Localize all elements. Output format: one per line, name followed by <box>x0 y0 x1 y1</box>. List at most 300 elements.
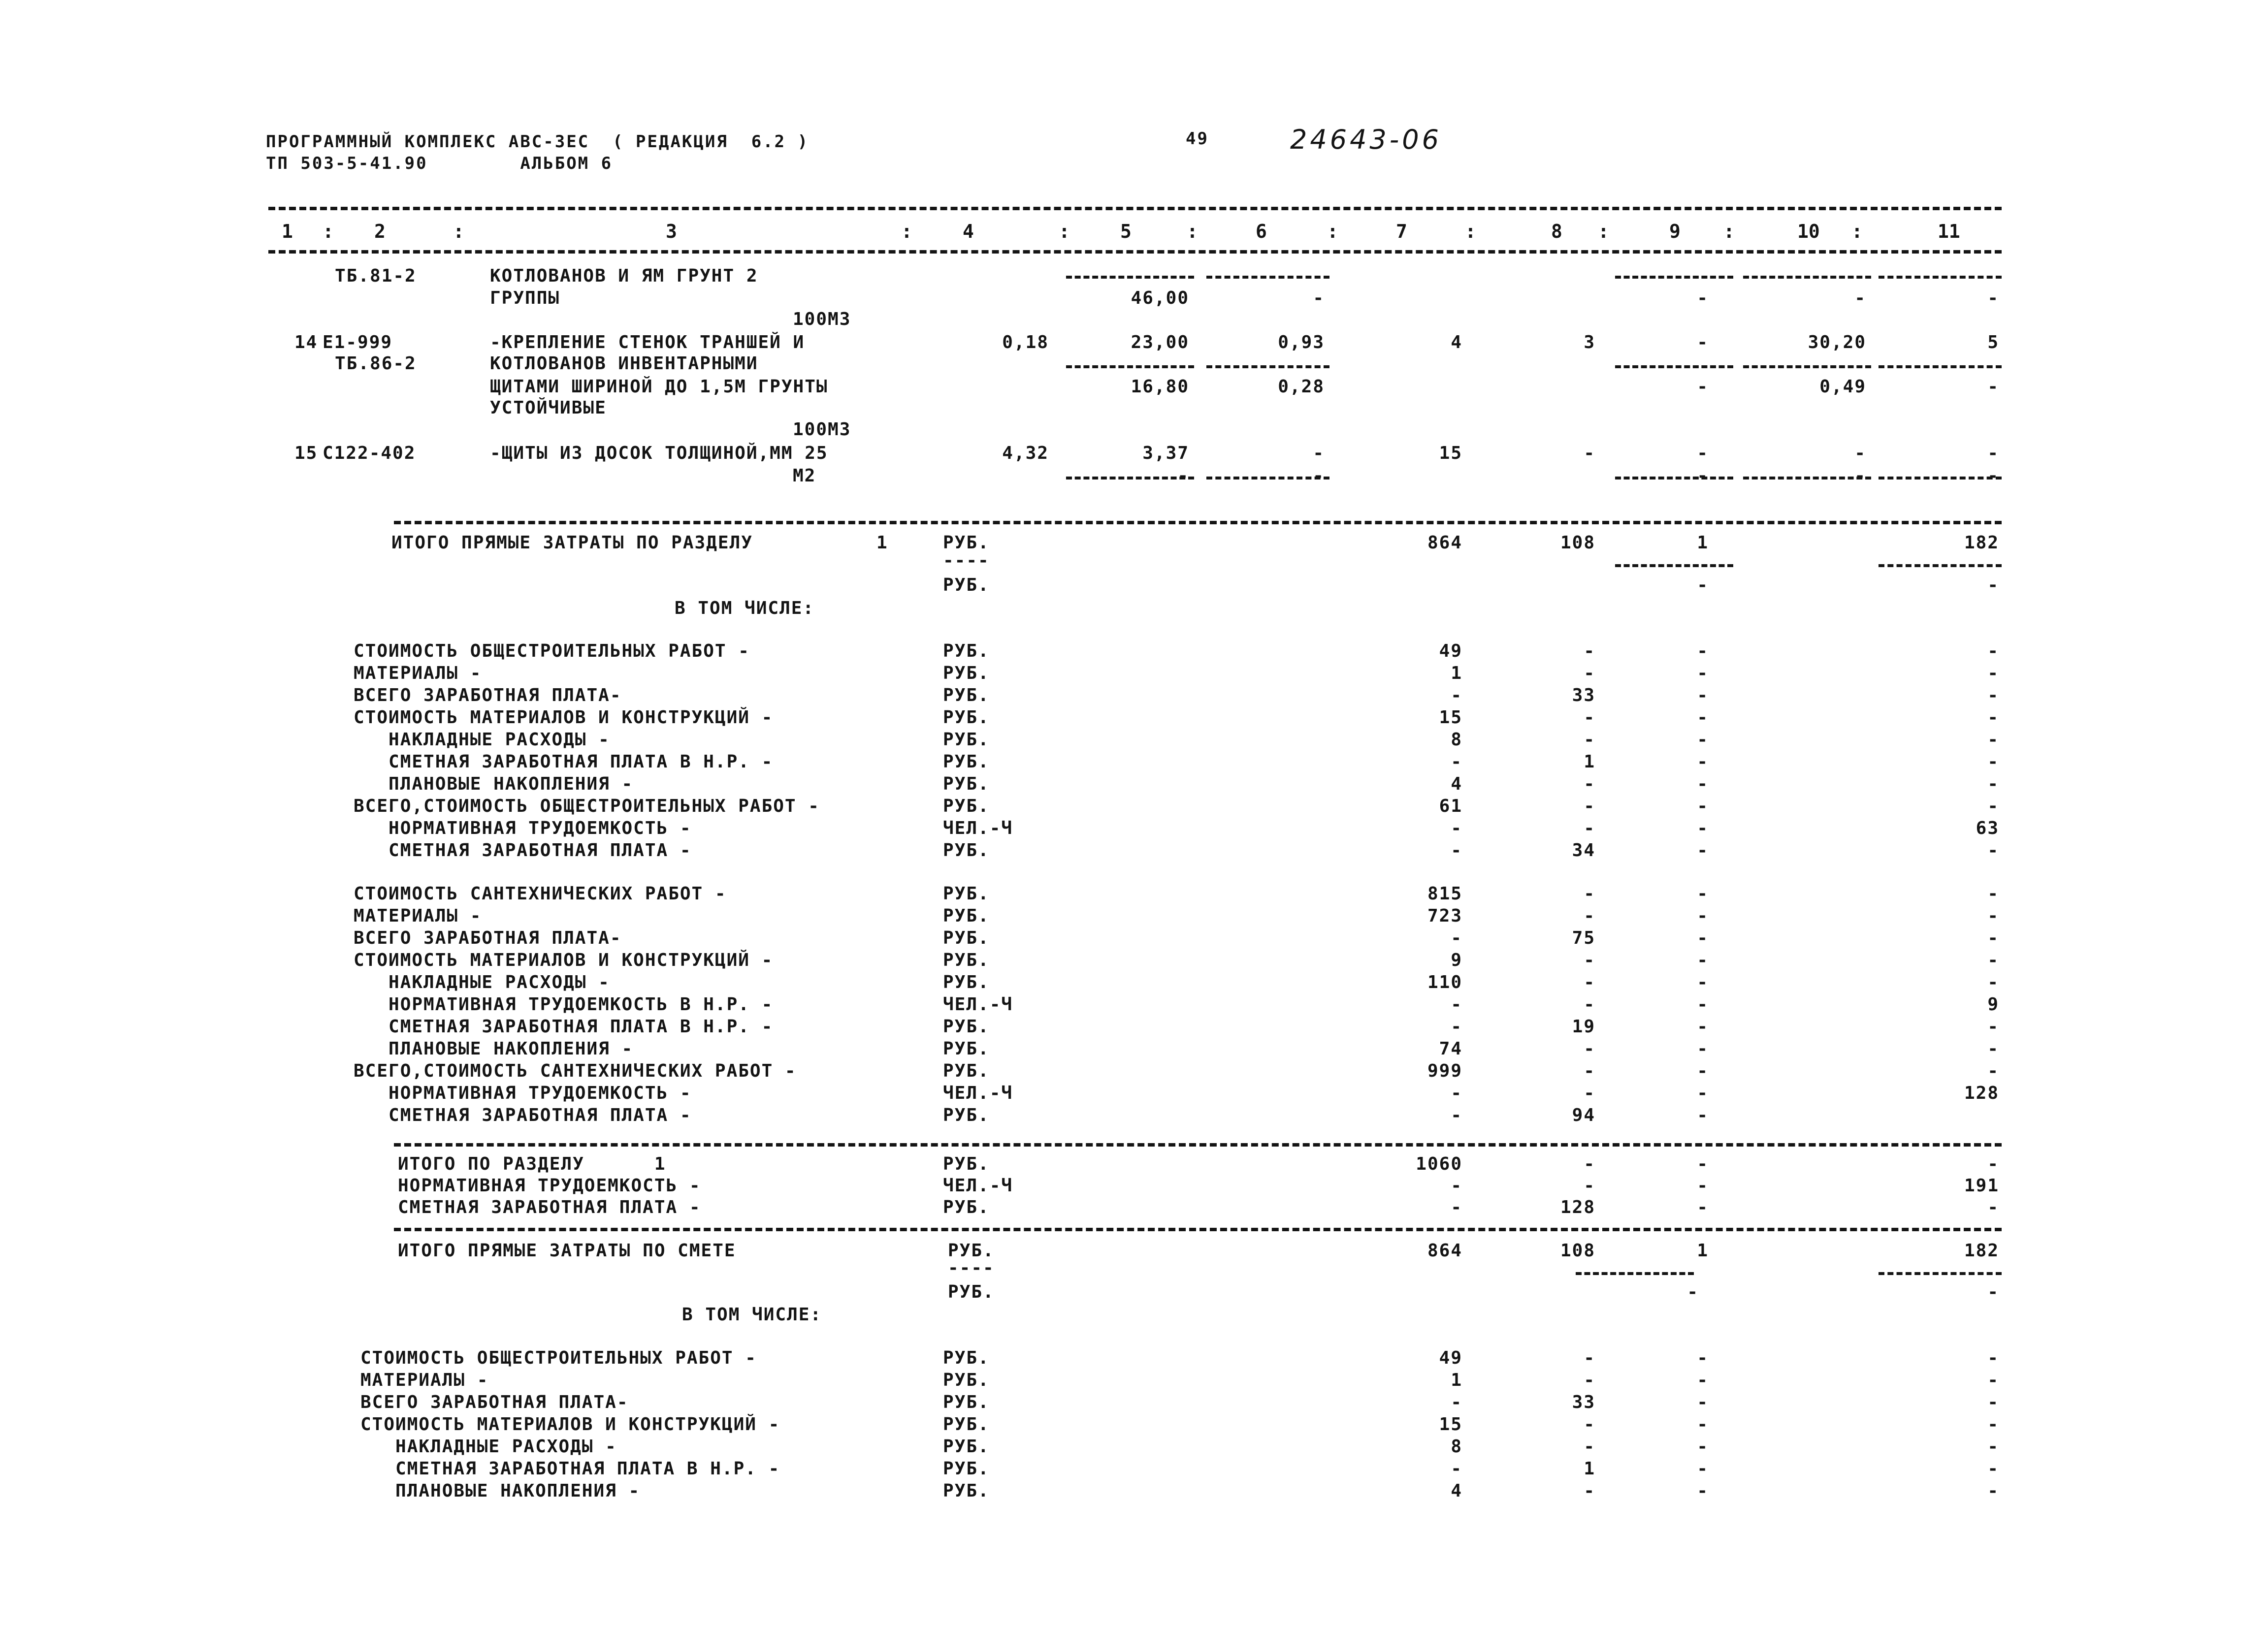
column-number: 8 <box>1551 221 1562 242</box>
summary-c9: - <box>1697 928 1709 948</box>
summary-c7: 8 <box>1451 730 1462 750</box>
summary-c7: 723 <box>1427 906 1462 926</box>
cell-c6: - <box>1313 288 1325 308</box>
summary-c11: 191 <box>1964 1176 1999 1196</box>
cell-underline <box>1066 477 1194 479</box>
summary-c7: - <box>1451 685 1462 705</box>
summary-c7: 999 <box>1427 1061 1462 1081</box>
summary-c8: - <box>1584 641 1595 661</box>
summary-label: СТОИМОСТЬ ОБЩЕСТРОИТЕЛЬНЫХ РАБОТ - <box>360 1348 757 1368</box>
section-rule <box>394 521 2002 524</box>
summary-label: МАТЕРИАЛЫ - <box>360 1370 489 1390</box>
summary-unit: РУБ. <box>943 1437 990 1457</box>
column-number: 3 <box>666 221 677 242</box>
summary-c7: 4 <box>1451 1481 1462 1501</box>
column-separator: : <box>1465 221 1476 242</box>
summary-c8: 33 <box>1572 685 1595 705</box>
summary-c11: - <box>1987 1370 1999 1390</box>
summary-c11: - <box>1987 950 1999 970</box>
summary-c8: - <box>1584 884 1595 904</box>
estimate-total-unit2: РУБ. <box>948 1282 995 1302</box>
summary-c8: - <box>1584 818 1595 838</box>
summary-unit: РУБ. <box>943 1370 990 1390</box>
cell-c5: - <box>1177 466 1189 486</box>
cell-c9: - <box>1697 466 1709 486</box>
item-number: 15 <box>294 443 318 463</box>
summary-c7: 4 <box>1451 774 1462 794</box>
summary-c8: - <box>1584 1370 1595 1390</box>
item-description: КОТЛОВАНОВ ИНВЕНТАРНЫМИ <box>490 353 758 374</box>
estimate-total-r2-c9: - <box>1687 1282 1699 1302</box>
summary-c11: 63 <box>1976 818 1999 838</box>
summary-label: НОРМАТИВНАЯ ТРУДОЕМКОСТЬ - <box>354 1083 692 1103</box>
item-unit: 100М3 <box>793 419 851 440</box>
summary-c8: - <box>1584 796 1595 816</box>
summary-c11: - <box>1987 1348 1999 1368</box>
summary-c9: - <box>1697 1348 1709 1368</box>
summary-unit: РУБ. <box>943 1481 990 1501</box>
summary-c8: - <box>1584 1348 1595 1368</box>
summary-c8: 34 <box>1572 840 1595 861</box>
summary-c9: - <box>1697 1459 1709 1479</box>
cell-c11: - <box>1987 377 1999 397</box>
summary-c9: - <box>1697 1414 1709 1435</box>
cell-underline <box>1066 365 1194 368</box>
summary-c7: - <box>1451 752 1462 772</box>
cell-c10: - <box>1854 443 1866 463</box>
summary-label: НАКЛАДНЫЕ РАСХОДЫ - <box>354 972 610 992</box>
summary-unit: РУБ. <box>943 685 990 705</box>
cell-underline <box>1879 564 2002 567</box>
column-separator: : <box>1059 221 1070 242</box>
summary-c11: - <box>1987 752 1999 772</box>
summary-label: ПЛАНОВЫЕ НАКОПЛЕНИЯ - <box>354 1039 634 1059</box>
summary-c11: - <box>1987 774 1999 794</box>
cell-underline <box>1615 365 1733 368</box>
summary-c8: - <box>1584 1437 1595 1457</box>
cell-c5: 46,00 <box>1131 288 1189 308</box>
summary-c7: 110 <box>1427 972 1462 992</box>
summary-c11: - <box>1987 1437 1999 1457</box>
cell-underline <box>1879 1272 2002 1275</box>
summary-c11: 128 <box>1964 1083 1999 1103</box>
summary-c7: 15 <box>1439 1414 1462 1435</box>
summary-c7: - <box>1451 928 1462 948</box>
summary-c9: - <box>1697 994 1709 1015</box>
summary-c8: 33 <box>1572 1392 1595 1412</box>
summary-c8: - <box>1584 1176 1595 1196</box>
summary-unit: РУБ. <box>943 1017 990 1037</box>
column-number: 4 <box>963 221 974 242</box>
summary-c9: - <box>1697 1039 1709 1059</box>
column-number: 6 <box>1256 221 1267 242</box>
summary-c8: - <box>1584 1414 1595 1435</box>
cell-c6: - <box>1313 466 1325 486</box>
summary-c7: 74 <box>1439 1039 1462 1059</box>
column-separator: : <box>453 221 464 242</box>
summary-c11: - <box>1987 972 1999 992</box>
estimate-total-label: ИТОГО ПРЯМЫЕ ЗАТРАТЫ ПО СМЕТЕ <box>398 1241 736 1261</box>
cell-c11: - <box>1987 443 1999 463</box>
summary-unit: РУБ. <box>943 663 990 683</box>
estimate-total-c11: 182 <box>1964 1241 1999 1261</box>
item-description: -КРЕПЛЕНИЕ СТЕНОК ТРАНШЕЙ И <box>490 332 805 352</box>
summary-unit: РУБ. <box>943 796 990 816</box>
summary-c9: - <box>1697 972 1709 992</box>
item-description: УСТОЙЧИВЫЕ <box>490 398 607 418</box>
cell-c6: 0,28 <box>1278 377 1325 397</box>
section-total-c7: 864 <box>1427 533 1462 553</box>
summary-c7: 9 <box>1451 950 1462 970</box>
column-number: 7 <box>1396 221 1407 242</box>
column-separator: : <box>1723 221 1735 242</box>
summary-c9: - <box>1697 1392 1709 1412</box>
summary-c11: - <box>1987 884 1999 904</box>
section-total-r2-c9: - <box>1697 575 1709 595</box>
summary-c8: - <box>1584 950 1595 970</box>
summary-c11: - <box>1987 685 1999 705</box>
summary-c8: - <box>1584 1039 1595 1059</box>
summary-c9: - <box>1697 818 1709 838</box>
summary-c9: - <box>1697 663 1709 683</box>
column-number: 10 <box>1797 221 1820 242</box>
summary-c11: 9 <box>1987 994 1999 1015</box>
section-total-r2-c11: - <box>1987 575 1999 595</box>
column-number: 2 <box>374 221 386 242</box>
summary-label: СТОИМОСТЬ ОБЩЕСТРОИТЕЛЬНЫХ РАБОТ - <box>354 641 750 661</box>
summary-c11: - <box>1987 663 1999 683</box>
cell-c4: 4,32 <box>1002 443 1049 463</box>
summary-unit: РУБ. <box>943 1154 990 1174</box>
summary-c9: - <box>1697 950 1709 970</box>
summary-unit: РУБ. <box>943 1061 990 1081</box>
summary-c9: - <box>1697 1481 1709 1501</box>
summary-c11: - <box>1987 1154 1999 1174</box>
summary-c11: - <box>1987 928 1999 948</box>
summary-label: ВСЕГО ЗАРАБОТНАЯ ПЛАТА- <box>354 685 622 705</box>
column-number: 5 <box>1120 221 1132 242</box>
summary-c8: 19 <box>1572 1017 1595 1037</box>
summary-c8: - <box>1584 774 1595 794</box>
column-separator: : <box>901 221 912 242</box>
cell-c10: 30,20 <box>1808 332 1866 352</box>
section-total-c9: 1 <box>1697 533 1709 553</box>
summary-label: НОРМАТИВНАЯ ТРУДОЕМКОСТЬ - <box>398 1176 701 1196</box>
summary-unit: ЧЕЛ.-Ч <box>943 994 1013 1015</box>
summary-c9: - <box>1697 1017 1709 1037</box>
section-total-dash: ---- <box>943 550 990 571</box>
summary-unit: РУБ. <box>943 840 990 861</box>
summary-c8: - <box>1584 1083 1595 1103</box>
summary-c11: - <box>1987 707 1999 728</box>
summary-c7: 61 <box>1439 796 1462 816</box>
estimate-total-dash: ---- <box>948 1258 995 1278</box>
summary-c11: - <box>1987 1017 1999 1037</box>
cell-c5: 3,37 <box>1142 443 1189 463</box>
summary-unit: РУБ. <box>943 1392 990 1412</box>
including-heading: В ТОМ ЧИСЛЕ: <box>675 598 815 618</box>
summary-c7: - <box>1451 818 1462 838</box>
item-description: КОТЛОВАНОВ И ЯМ ГРУНТ 2 <box>490 266 758 286</box>
cell-c10: 0,49 <box>1819 377 1866 397</box>
summary-unit: ЧЕЛ.-Ч <box>943 1083 1013 1103</box>
cell-underline <box>1066 276 1194 279</box>
summary-unit: РУБ. <box>943 928 990 948</box>
summary-c8: - <box>1584 906 1595 926</box>
summary-c9: - <box>1697 1105 1709 1125</box>
summary-c7: 15 <box>1439 707 1462 728</box>
summary-c8: 94 <box>1572 1105 1595 1125</box>
summary-unit: РУБ. <box>943 1348 990 1368</box>
summary-label: СМЕТНАЯ ЗАРАБОТНАЯ ПЛАТА - <box>354 1105 692 1125</box>
summary-c8: - <box>1584 1154 1595 1174</box>
including-heading: В ТОМ ЧИСЛЕ: <box>682 1305 822 1325</box>
cell-underline <box>1615 564 1733 567</box>
summary-unit: РУБ. <box>943 730 990 750</box>
summary-c9: - <box>1697 774 1709 794</box>
summary-label: МАТЕРИАЛЫ - <box>354 663 482 683</box>
summary-c11: - <box>1987 730 1999 750</box>
summary-c7: - <box>1451 840 1462 861</box>
summary-c9: - <box>1697 752 1709 772</box>
summary-label: ИТОГО ПО РАЗДЕЛУ 1 <box>398 1154 666 1174</box>
column-separator: : <box>1327 221 1338 242</box>
item-description: -ЩИТЫ ИЗ ДОСОК ТОЛЩИНОЙ,ММ 25 <box>490 443 828 463</box>
summary-unit: РУБ. <box>943 752 990 772</box>
summary-c7: 8 <box>1451 1437 1462 1457</box>
summary-unit: РУБ. <box>943 950 990 970</box>
cell-underline <box>1206 477 1329 479</box>
summary-c7: - <box>1451 1392 1462 1412</box>
estimate-total-c9: 1 <box>1697 1241 1709 1261</box>
cell-c11: 5 <box>1987 332 1999 352</box>
page-number: 49 <box>1186 129 1209 149</box>
summary-c9: - <box>1697 1061 1709 1081</box>
summary-c8: 1 <box>1584 752 1595 772</box>
handwritten-doc-code: 24643-06 <box>1290 124 1442 155</box>
cell-c9: - <box>1697 288 1709 308</box>
estimate-total-c8: 108 <box>1560 1241 1595 1261</box>
summary-unit: РУБ. <box>943 1459 990 1479</box>
summary-c8: - <box>1584 972 1595 992</box>
summary-c7: - <box>1451 1017 1462 1037</box>
summary-c11: - <box>1987 906 1999 926</box>
summary-c9: - <box>1697 1370 1709 1390</box>
summary-label: НОРМАТИВНАЯ ТРУДОЕМКОСТЬ - <box>354 818 692 838</box>
summary-label: НАКЛАДНЫЕ РАСХОДЫ - <box>360 1437 617 1457</box>
column-separator: : <box>1598 221 1609 242</box>
summary-c9: - <box>1697 730 1709 750</box>
summary-c9: - <box>1697 884 1709 904</box>
summary-label: СМЕТНАЯ ЗАРАБОТНАЯ ПЛАТА - <box>354 840 692 861</box>
cell-c9: - <box>1697 443 1709 463</box>
summary-label: СТОИМОСТЬ МАТЕРИАЛОВ И КОНСТРУКЦИЙ - <box>354 707 774 728</box>
column-number: 11 <box>1938 221 1960 242</box>
summary-c11: - <box>1987 1481 1999 1501</box>
summary-c11: - <box>1987 1039 1999 1059</box>
section-total-label: ИТОГО ПРЯМЫЕ ЗАТРАТЫ ПО РАЗДЕЛУ <box>391 533 753 553</box>
summary-c7: 1 <box>1451 1370 1462 1390</box>
summary-label: СТОИМОСТЬ МАТЕРИАЛОВ И КОНСТРУКЦИЙ - <box>360 1414 780 1435</box>
summary-c7: - <box>1451 1459 1462 1479</box>
cell-underline <box>1743 276 1871 279</box>
estimate-total-unit: РУБ. <box>948 1241 995 1261</box>
summary-c7: - <box>1451 1083 1462 1103</box>
summary-c7: 815 <box>1427 884 1462 904</box>
table-top-rule <box>268 207 2002 210</box>
summary-label: ВСЕГО,СТОИМОСТЬ ОБЩЕСТРОИТЕЛЬНЫХ РАБОТ - <box>354 796 820 816</box>
column-separator: : <box>1187 221 1198 242</box>
item-code: Е1-999 <box>323 332 393 352</box>
summary-unit: РУБ. <box>943 1197 990 1217</box>
summary-c11: - <box>1987 1414 1999 1435</box>
item-code-secondary: ТБ.86-2 <box>335 353 417 374</box>
section-total-c8: 108 <box>1560 533 1595 553</box>
summary-c8: - <box>1584 663 1595 683</box>
summary-c9: - <box>1697 1176 1709 1196</box>
summary-c7: - <box>1451 994 1462 1015</box>
summary-label: ВСЕГО ЗАРАБОТНАЯ ПЛАТА- <box>354 928 622 948</box>
cell-c5: 16,80 <box>1131 377 1189 397</box>
summary-unit: РУБ. <box>943 1105 990 1125</box>
summary-c9: - <box>1697 906 1709 926</box>
summary-unit: РУБ. <box>943 1414 990 1435</box>
cell-underline <box>1879 276 2002 279</box>
cell-c6: 0,93 <box>1278 332 1325 352</box>
summary-c7: - <box>1451 1176 1462 1196</box>
summary-c9: - <box>1697 796 1709 816</box>
summary-label: ВСЕГО ЗАРАБОТНАЯ ПЛАТА- <box>360 1392 629 1412</box>
summary-label: МАТЕРИАЛЫ - <box>354 906 482 926</box>
summary-c11: - <box>1987 840 1999 861</box>
summary-label: ПЛАНОВЫЕ НАКОПЛЕНИЯ - <box>360 1481 641 1501</box>
section-total-unit: РУБ. <box>943 533 990 553</box>
summary-c7: - <box>1451 1197 1462 1217</box>
cell-underline <box>1615 477 1733 479</box>
cell-c5: 23,00 <box>1131 332 1189 352</box>
summary-c8: 1 <box>1584 1459 1595 1479</box>
summary-unit: ЧЕЛ.-Ч <box>943 1176 1013 1196</box>
summary-unit: РУБ. <box>943 641 990 661</box>
summary-c11: - <box>1987 1061 1999 1081</box>
cell-c9: - <box>1697 377 1709 397</box>
summary-c8: - <box>1584 707 1595 728</box>
album-header: ТП 503-5-41.90 АЛЬБОМ 6 <box>266 154 613 173</box>
summary-c9: - <box>1697 707 1709 728</box>
estimate-total-r2-c11: - <box>1987 1282 1999 1302</box>
item-unit: 100М3 <box>793 309 851 329</box>
summary-unit: РУБ. <box>943 884 990 904</box>
cell-c6: - <box>1313 443 1325 463</box>
cell-underline <box>1576 1272 1694 1275</box>
cell-underline <box>1743 365 1871 368</box>
summary-c9: - <box>1697 1083 1709 1103</box>
summary-c11: - <box>1987 1392 1999 1412</box>
summary-unit: РУБ. <box>943 707 990 728</box>
summary-c9: - <box>1697 1154 1709 1174</box>
item-code: С122-402 <box>323 443 416 463</box>
summary-label: СМЕТНАЯ ЗАРАБОТНАЯ ПЛАТА - <box>398 1197 701 1217</box>
summary-unit: РУБ. <box>943 1039 990 1059</box>
summary-c8: 75 <box>1572 928 1595 948</box>
summary-c9: - <box>1697 1197 1709 1217</box>
summary-label: ВСЕГО,СТОИМОСТЬ САНТЕХНИЧЕСКИХ РАБОТ - <box>354 1061 797 1081</box>
cell-c10: - <box>1854 466 1866 486</box>
summary-c7: 49 <box>1439 641 1462 661</box>
summary-c8: 128 <box>1560 1197 1595 1217</box>
summary-c8: - <box>1584 1481 1595 1501</box>
summary-unit: РУБ. <box>943 774 990 794</box>
summary-c9: - <box>1697 1437 1709 1457</box>
summary-unit: РУБ. <box>943 972 990 992</box>
summary-label: СМЕТНАЯ ЗАРАБОТНАЯ ПЛАТА В Н.Р. - <box>354 752 774 772</box>
summary-c8: - <box>1584 1061 1595 1081</box>
column-separator: : <box>323 221 334 242</box>
item-number: 14 <box>294 332 318 352</box>
cell-c10: - <box>1854 288 1866 308</box>
estimate-total-c7: 864 <box>1427 1241 1462 1261</box>
cell-c8: - <box>1584 443 1595 463</box>
cell-underline <box>1879 365 2002 368</box>
cell-underline <box>1879 477 2002 479</box>
cell-underline <box>1615 276 1733 279</box>
column-number: 1 <box>282 221 293 242</box>
item-code-secondary: ТБ.81-2 <box>335 266 417 286</box>
summary-label: НОРМАТИВНАЯ ТРУДОЕМКОСТЬ В Н.Р. - <box>354 994 774 1015</box>
summary-c11: - <box>1987 796 1999 816</box>
cell-c7: 4 <box>1451 332 1462 352</box>
cell-c7: 15 <box>1439 443 1462 463</box>
column-separator: : <box>1851 221 1863 242</box>
section-rule <box>394 1228 2002 1231</box>
summary-c9: - <box>1697 685 1709 705</box>
summary-c11: - <box>1987 1459 1999 1479</box>
cell-underline <box>1206 365 1329 368</box>
summary-label: СМЕТНАЯ ЗАРАБОТНАЯ ПЛАТА В Н.Р. - <box>360 1459 780 1479</box>
summary-label: СТОИМОСТЬ САНТЕХНИЧЕСКИХ РАБОТ - <box>354 884 727 904</box>
section-total-unit2: РУБ. <box>943 575 990 595</box>
summary-unit: РУБ. <box>943 906 990 926</box>
summary-c7: - <box>1451 1105 1462 1125</box>
summary-label: НАКЛАДНЫЕ РАСХОДЫ - <box>354 730 610 750</box>
summary-unit: ЧЕЛ.-Ч <box>943 818 1013 838</box>
program-header: ПРОГРАММНЫЙ КОМПЛЕКС АВС-3ЕС ( РЕДАКЦИЯ 6.2 ) <box>266 132 810 152</box>
cell-underline <box>1206 276 1329 279</box>
summary-c7: 1060 <box>1416 1154 1462 1174</box>
summary-label: СТОИМОСТЬ МАТЕРИАЛОВ И КОНСТРУКЦИЙ - <box>354 950 774 970</box>
summary-c8: - <box>1584 730 1595 750</box>
item-unit: М2 <box>793 466 816 486</box>
summary-c7: 1 <box>1451 663 1462 683</box>
cell-c11: - <box>1987 466 1999 486</box>
summary-c9: - <box>1697 641 1709 661</box>
section-rule <box>394 1143 2002 1147</box>
item-description: ГРУППЫ <box>490 288 560 308</box>
column-number: 9 <box>1669 221 1681 242</box>
cell-underline <box>1743 477 1871 479</box>
section-total-number: 1 <box>876 533 888 553</box>
summary-c9: - <box>1697 840 1709 861</box>
summary-c11: - <box>1987 1197 1999 1217</box>
summary-label: СМЕТНАЯ ЗАРАБОТНАЯ ПЛАТА В Н.Р. - <box>354 1017 774 1037</box>
cell-c8: 3 <box>1584 332 1595 352</box>
item-description: ЩИТАМИ ШИРИНОЙ ДО 1,5М ГРУНТЫ <box>490 377 828 397</box>
table-header-rule <box>268 250 2002 254</box>
summary-label: ПЛАНОВЫЕ НАКОПЛЕНИЯ - <box>354 774 634 794</box>
summary-c7: 49 <box>1439 1348 1462 1368</box>
summary-c11: - <box>1987 641 1999 661</box>
section-total-c11: 182 <box>1964 533 1999 553</box>
